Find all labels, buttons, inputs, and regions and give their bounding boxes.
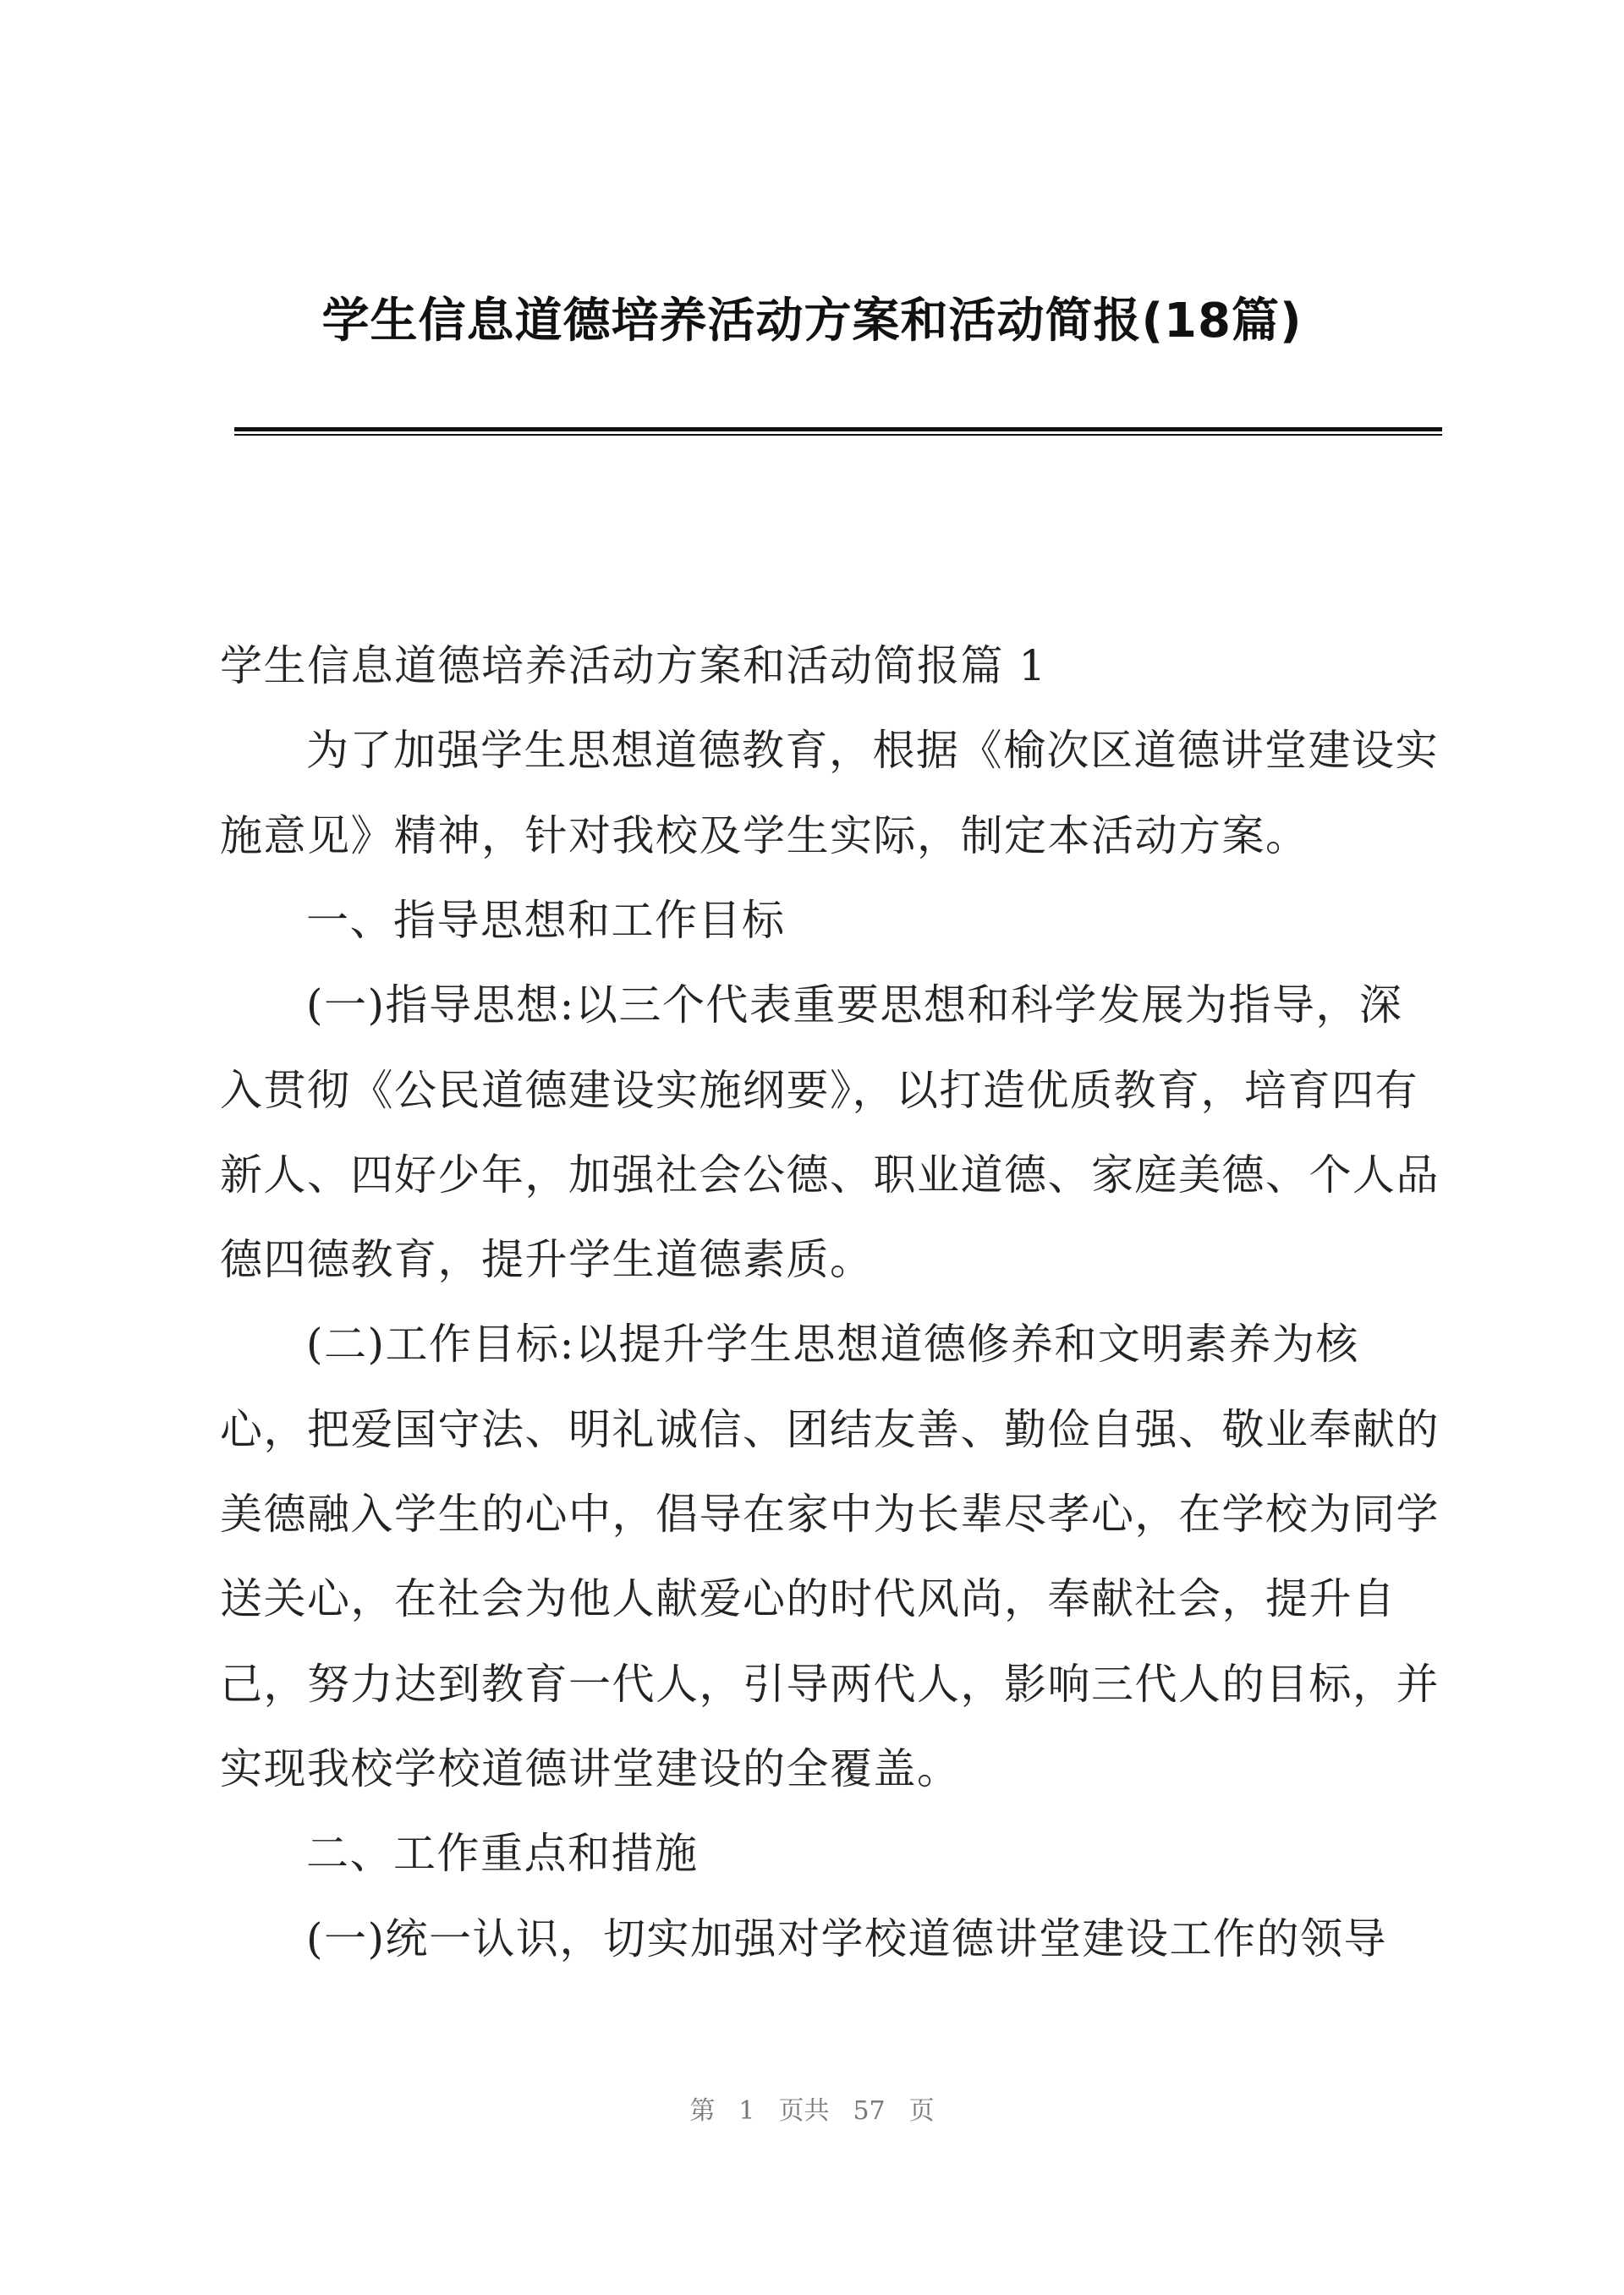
- footer-total-pages: 57: [853, 2096, 886, 2126]
- title-rule-thin: [234, 434, 1442, 436]
- text-line: 实现我校学校道德讲堂建设的全覆盖。: [220, 1743, 961, 1793]
- text-line: 送关心，在社会为他人献爱心的时代风尚，奉献社会，提升自: [220, 1574, 1396, 1624]
- text-line: 德四德教育，提升学生道德素质。: [220, 1235, 874, 1285]
- text-line: (二)工作目标:以提升学生思想道德修养和文明素养为核: [306, 1320, 1359, 1370]
- text-line: 一、指导思想和工作目标: [306, 895, 786, 945]
- text-line: 二、工作重点和措施: [306, 1829, 699, 1879]
- text-line: 为了加强学生思想道德教育，根据《榆次区道德讲堂建设实: [306, 726, 1439, 776]
- text-line: 心，把爱国守法、明礼诚信、团结友善、勤俭自强、敬业奉献的: [220, 1404, 1440, 1454]
- text-line: 施意见》精神，针对我校及学生实际，制定本活动方案。: [220, 810, 1309, 860]
- footer-page-number: 1: [738, 2096, 755, 2126]
- text-line: 新人、四好少年，加强社会公德、职业道德、家庭美德、个人品: [220, 1150, 1440, 1200]
- footer-suffix: 页: [908, 2096, 935, 2126]
- text-line: 入贯彻《公民道德建设实施纲要》，以打造优质教育，培育四有: [220, 1065, 1418, 1115]
- text-line: (一)统一认识，切实加强对学校道德讲堂建设工作的领导: [306, 1913, 1388, 1963]
- text-line: 己，努力达到教育一代人，引导两代人，影响三代人的目标，并: [220, 1659, 1440, 1709]
- page-footer: [0, 2089, 1624, 2127]
- text-line: 美德融入学生的心中，倡导在家中为长辈尽孝心，在学校为同学: [220, 1490, 1440, 1539]
- text-line: (一)指导思想:以三个代表重要思想和科学发展为指导，深: [306, 980, 1403, 1030]
- footer-middle: 页共: [778, 2096, 830, 2126]
- document-title: 学生信息道德培养活动方案和活动简报(18篇): [321, 294, 1303, 349]
- section-heading: 学生信息道德培养活动方案和活动简报篇 1: [220, 641, 1047, 690]
- title-rule-thick: [234, 427, 1442, 431]
- footer-prefix: 第: [689, 2096, 716, 2126]
